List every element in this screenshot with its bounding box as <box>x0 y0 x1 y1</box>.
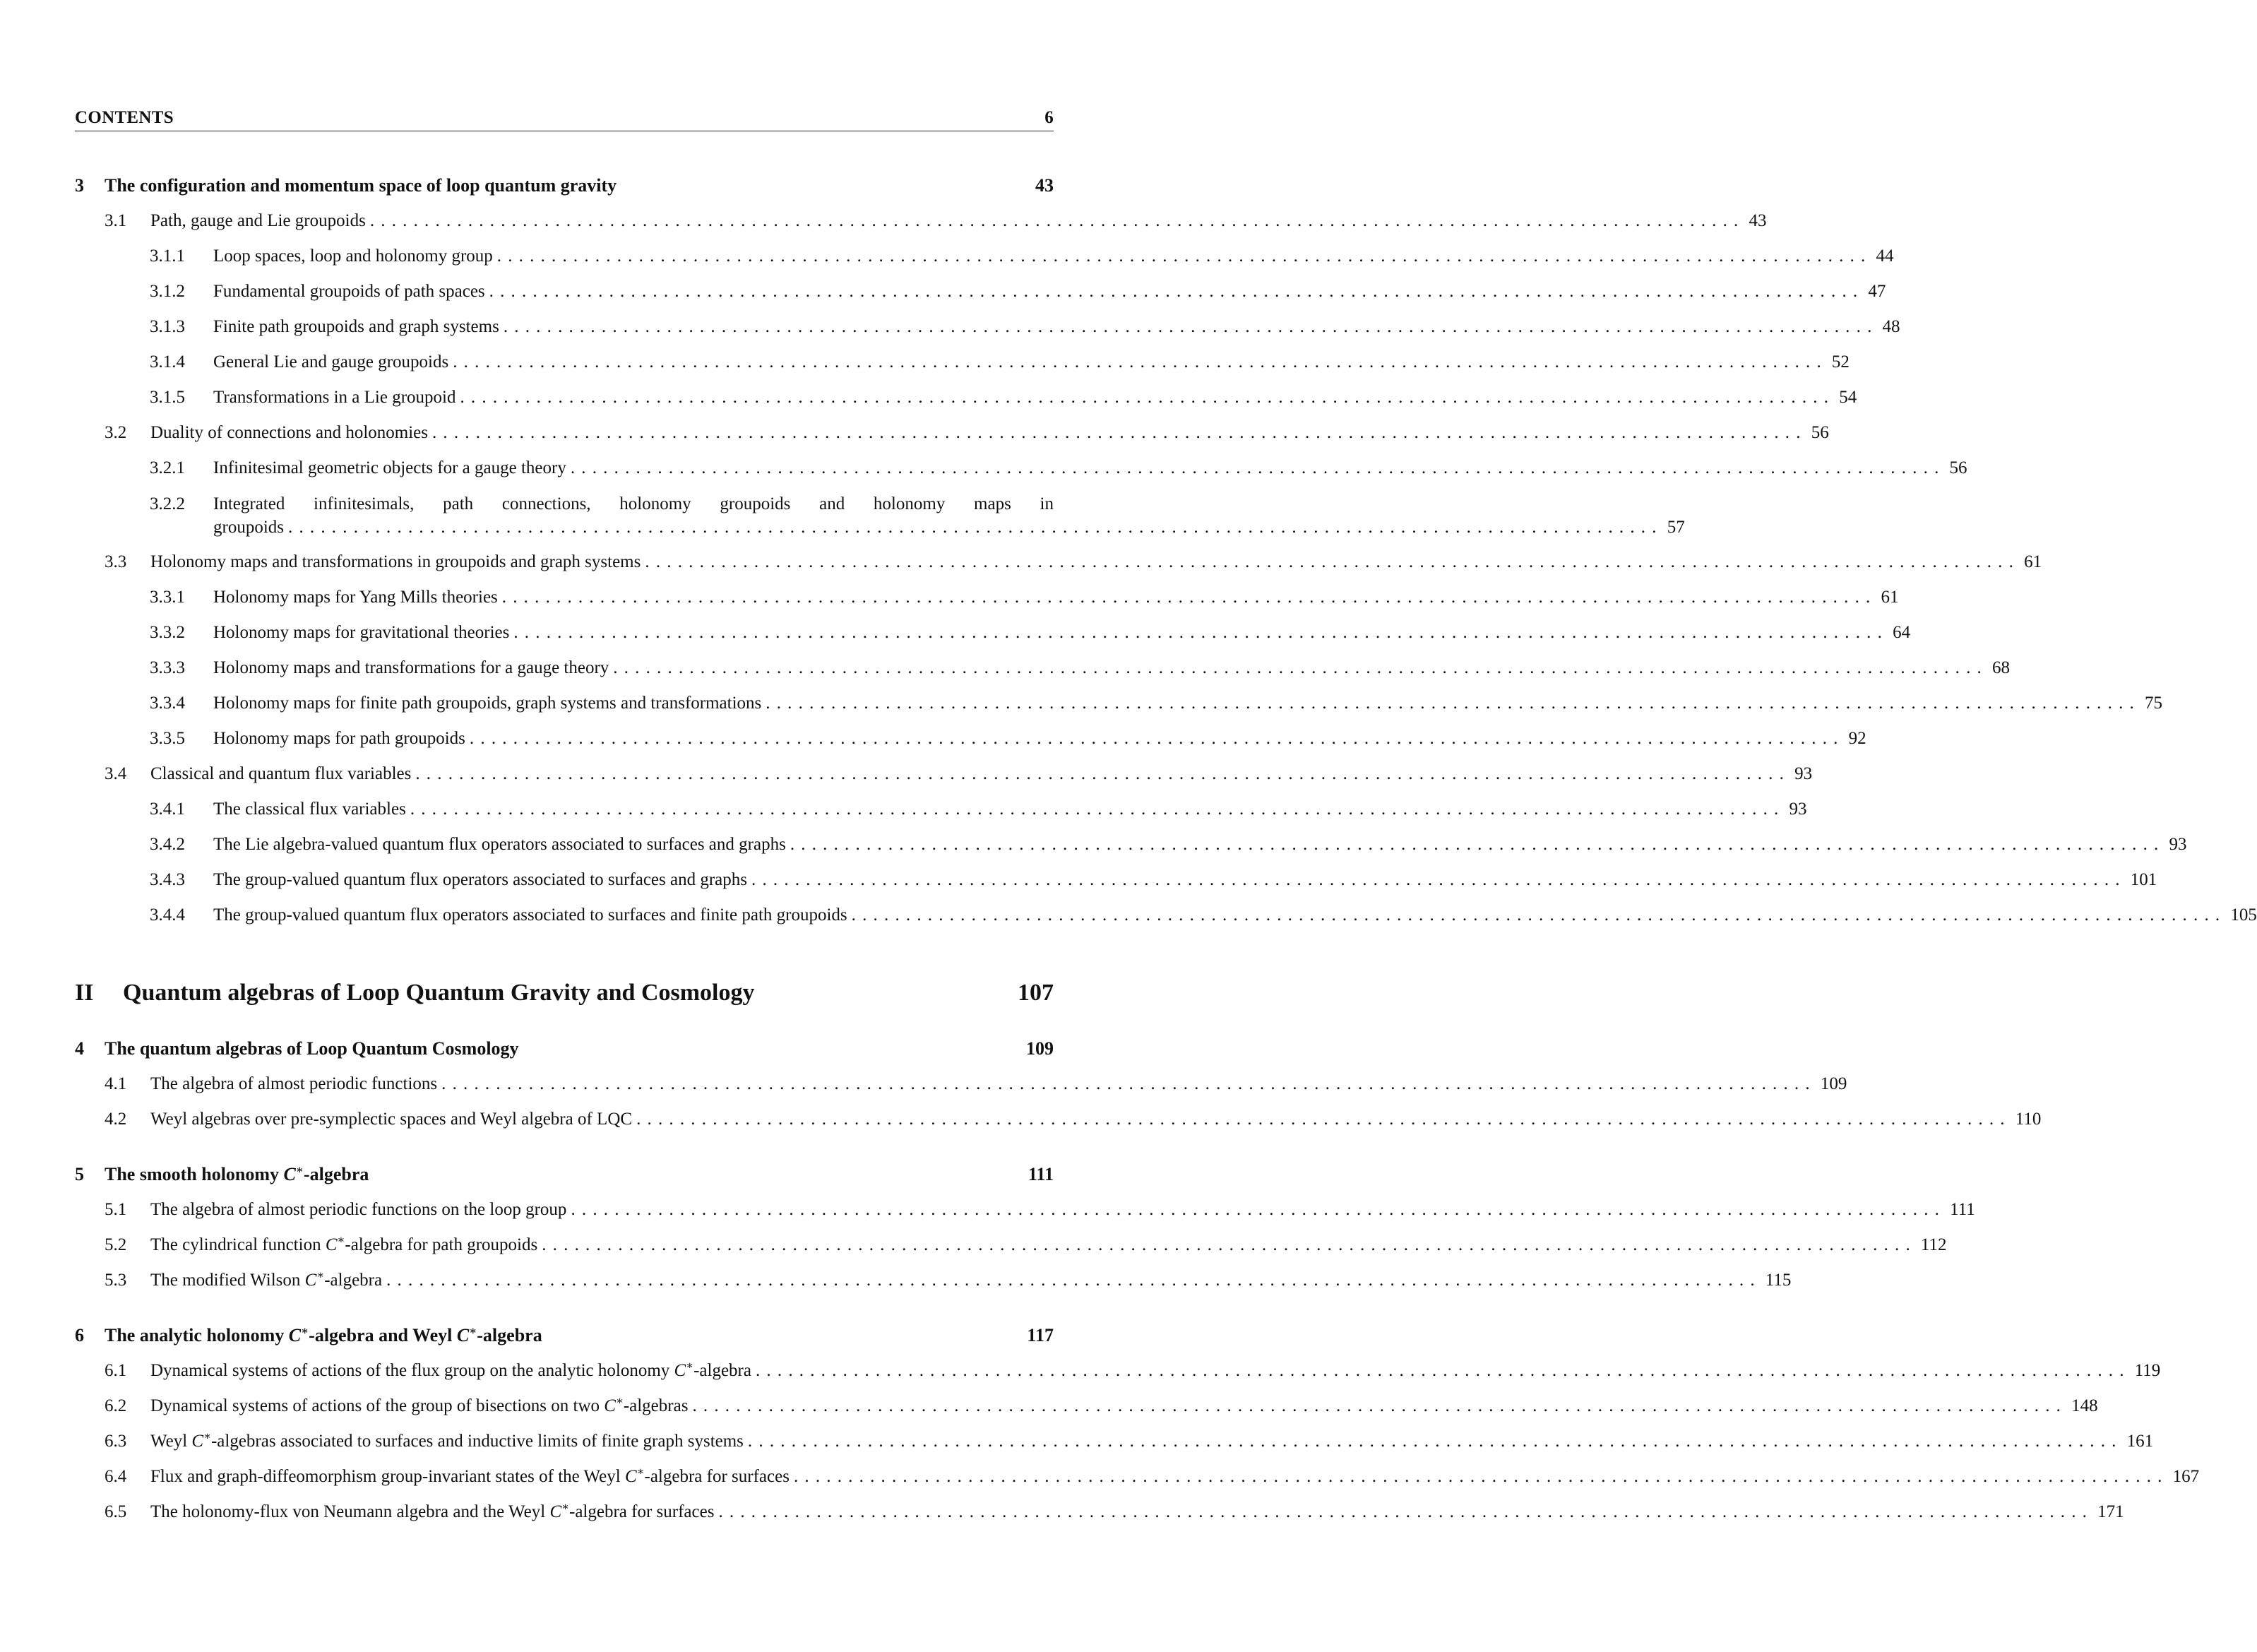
subsection-title: Transformations in a Lie groupoid <box>213 388 456 407</box>
section-title: The modified Wilson C∗-algebra <box>150 1269 383 1290</box>
toc-section-6-2[interactable] <box>105 1394 2098 1418</box>
chapter-title: The analytic holonomy C∗-algebra and Weyl C∗-algebra <box>105 1325 542 1345</box>
subsection-page: 48 <box>1882 317 1900 336</box>
section-number: 6.3 <box>105 1432 127 1451</box>
section-number: 5.1 <box>105 1200 127 1219</box>
toc-subsection-3-4-4[interactable] <box>150 903 2257 927</box>
section-page: 161 <box>2126 1432 2154 1451</box>
section-page: 112 <box>1920 1235 1947 1254</box>
subsection-number: 3.2.1 <box>150 458 185 477</box>
subsection-number: 3.4.1 <box>150 800 185 819</box>
toc-section-6-1[interactable] <box>105 1359 2161 1383</box>
subsection-page: 93 <box>1789 800 1807 819</box>
section-page: 109 <box>1820 1074 1847 1093</box>
chapter-number: 5 <box>75 1164 84 1184</box>
subsection-page: 68 <box>1991 658 2010 677</box>
subsection-page: 64 <box>1893 623 1911 642</box>
part-page: 107 <box>1018 980 1054 1006</box>
chapter-page: 111 <box>1028 1164 1054 1184</box>
subsection-page: 44 <box>1876 246 1894 266</box>
toc-section-4-1[interactable] <box>105 1072 1847 1096</box>
header-title: CONTENTS <box>75 108 174 127</box>
subsection-title-line-1: Integrated infinitesimals, path connections, holonomy groupoids and holonomy maps in <box>213 494 1054 513</box>
toc-section-3-1[interactable] <box>105 209 1767 233</box>
dot-leader: .............................................................................................................................. <box>460 388 1835 407</box>
header-page-number: 6 <box>1044 108 1054 127</box>
toc-subsection-3-3-2[interactable] <box>150 621 1911 645</box>
dot-leader: .............................................................................................................................. <box>542 1235 1917 1254</box>
dot-leader: .............................................................................................................................. <box>288 518 1663 537</box>
section-number: 4.1 <box>105 1074 127 1093</box>
toc-subsection-3-1-1[interactable] <box>150 244 1894 268</box>
section-page: 56 <box>1811 423 1829 442</box>
dot-leader: .............................................................................................................................. <box>692 1396 2068 1415</box>
dot-leader: .............................................................................................................................. <box>441 1074 1816 1093</box>
toc-subsection-3-2-2[interactable] <box>150 492 1685 539</box>
dot-leader: .............................................................................................................................. <box>613 658 1988 677</box>
section-page: 171 <box>2097 1502 2124 1521</box>
section-title: Classical and quantum flux variables <box>150 764 412 783</box>
subsection-title: Infinitesimal geometric objects for a gauge theory <box>213 458 566 477</box>
section-title: The algebra of almost periodic functions <box>150 1074 438 1093</box>
chapter-title: The smooth holonomy C∗-algebra <box>105 1164 369 1184</box>
dot-leader: .............................................................................................................................. <box>453 352 1828 372</box>
dot-leader: .............................................................................................................................. <box>790 835 2165 854</box>
section-number: 6.5 <box>105 1502 127 1521</box>
toc-section-5-2[interactable] <box>105 1233 1947 1257</box>
section-number: 6.1 <box>105 1361 127 1380</box>
dot-leader: .............................................................................................................................. <box>386 1271 1761 1290</box>
subsection-number: 3.1.5 <box>150 388 185 407</box>
math-symbol: C <box>283 1164 296 1184</box>
dot-leader: .............................................................................................................................. <box>755 1361 2131 1380</box>
section-page: 61 <box>2024 552 2042 571</box>
dot-leader: .............................................................................................................................. <box>501 588 1877 607</box>
subsection-title: Fundamental groupoids of path spaces <box>213 282 485 301</box>
section-number: 3.1 <box>105 211 127 230</box>
subsection-number: 3.1.3 <box>150 317 185 336</box>
toc-subsection-3-3-5[interactable] <box>150 727 1866 751</box>
chapter-number: 3 <box>75 175 84 196</box>
subsection-number: 3.3.5 <box>150 729 185 748</box>
section-number: 5.2 <box>105 1235 127 1254</box>
section-page: 43 <box>1749 211 1767 230</box>
dot-leader: .............................................................................................................................. <box>851 905 2227 925</box>
section-page: 167 <box>2172 1467 2200 1486</box>
subsection-number: 3.3.2 <box>150 623 185 642</box>
chapter-page: 117 <box>1027 1325 1054 1345</box>
subsection-title: Holonomy maps for finite path groupoids, graph systems and transformations <box>213 694 762 713</box>
subsection-page: 47 <box>1868 282 1886 301</box>
toc-section-4-2[interactable] <box>105 1107 2042 1131</box>
chapter-title: The configuration and momentum space of loop quantum gravity <box>105 175 617 196</box>
subsection-page: 92 <box>1848 729 1866 748</box>
toc-section-5-3[interactable] <box>105 1268 1792 1293</box>
toc-subsection-3-4-1[interactable] <box>150 797 1807 821</box>
subsection-title: General Lie and gauge groupoids <box>213 352 449 372</box>
section-title: The holonomy-flux von Neumann algebra and the Weyl C∗-algebra for surfaces <box>150 1501 715 1521</box>
toc-chapter-5[interactable] <box>75 1163 1054 1187</box>
subsection-page: 75 <box>2144 694 2162 713</box>
toc-section-3-3[interactable] <box>105 550 2042 574</box>
dot-leader: .............................................................................................................................. <box>751 870 2126 889</box>
chapter-number: 4 <box>75 1038 84 1059</box>
subsection-title: Finite path groupoids and graph systems <box>213 317 499 336</box>
part-number: II <box>75 980 94 1006</box>
section-title: Weyl C∗-algebras associated to surfaces and inductive limits of finite graph systems <box>150 1430 744 1451</box>
dot-leader: .............................................................................................................................. <box>645 552 2020 571</box>
dot-leader: .............................................................................................................................. <box>415 764 1791 783</box>
subsection-number: 3.2.2 <box>150 494 185 513</box>
section-title: Dynamical systems of actions of the group of bisections on two C∗-algebras <box>150 1395 689 1415</box>
dot-leader: .............................................................................................................................. <box>747 1432 2123 1451</box>
toc-section-6-3[interactable] <box>105 1430 2154 1454</box>
subsection-title: Holonomy maps for gravitational theories <box>213 623 510 642</box>
subsection-title: Holonomy maps for Yang Mills theories <box>213 588 498 607</box>
subsection-number: 3.1.4 <box>150 352 185 372</box>
toc-subsection-3-4-2[interactable] <box>150 833 2187 857</box>
running-header <box>75 106 1054 131</box>
subsection-number: 3.3.1 <box>150 588 185 607</box>
part-title: Quantum algebras of Loop Quantum Gravity and Cosmology <box>123 980 755 1006</box>
dot-leader: .............................................................................................................................. <box>793 1467 2169 1486</box>
section-page: 93 <box>1794 764 1813 783</box>
section-number: 4.2 <box>105 1110 127 1129</box>
subsection-title: The Lie algebra-valued quantum flux operators associated to surfaces and graphs <box>213 835 786 854</box>
toc-section-3-4[interactable] <box>105 762 1813 786</box>
section-number: 3.2 <box>105 423 127 442</box>
subsection-title: The group-valued quantum flux operators associated to surfaces and graphs <box>213 870 748 889</box>
section-page: 110 <box>2015 1110 2042 1129</box>
dot-leader: .............................................................................................................................. <box>503 317 1878 336</box>
toc-subsection-3-3-4[interactable] <box>150 691 2162 715</box>
section-page: 148 <box>2071 1396 2098 1415</box>
section-title: Weyl algebras over pre-symplectic spaces and Weyl algebra of LQC <box>150 1110 633 1129</box>
toc-section-5-1[interactable] <box>105 1198 1975 1222</box>
chapter-title: The quantum algebras of Loop Quantum Cosmology <box>105 1038 519 1059</box>
subsection-number: 3.1.1 <box>150 246 185 266</box>
subsection-number: 3.4.4 <box>150 905 185 925</box>
dot-leader: .............................................................................................................................. <box>489 282 1864 301</box>
subsection-page: 101 <box>2130 870 2157 889</box>
section-title: Flux and graph-diffeomorphism group-invariant states of the Weyl C∗-algebra for surfaces <box>150 1466 790 1486</box>
subsection-title: Holonomy maps and transformations for a gauge theory <box>213 658 609 677</box>
toc-subsection-3-1-2[interactable] <box>150 280 1886 304</box>
subsection-page: 54 <box>1839 388 1857 407</box>
dot-leader: .............................................................................................................................. <box>513 623 1889 642</box>
toc-section-6-4[interactable] <box>105 1465 2200 1489</box>
section-number: 6.4 <box>105 1467 127 1486</box>
subsection-title: The classical flux variables <box>213 800 406 819</box>
chapter-page: 109 <box>1026 1038 1054 1059</box>
section-number: 5.3 <box>105 1271 127 1290</box>
toc-section-6-5[interactable] <box>105 1500 2124 1524</box>
toc-subsection-3-1-4[interactable] <box>150 350 1850 374</box>
dot-leader: .............................................................................................................................. <box>766 694 2140 713</box>
dot-leader: .............................................................................................................................. <box>369 211 1745 230</box>
subsection-page: 61 <box>1881 588 1899 607</box>
subsection-page: 57 <box>1667 518 1685 537</box>
subsection-number: 3.1.2 <box>150 282 185 301</box>
subsection-title-line-2: groupoids <box>213 518 284 537</box>
subsection-title: Holonomy maps for path groupoids <box>213 729 465 748</box>
dot-leader: .............................................................................................................................. <box>571 1200 1946 1219</box>
subsection-number: 3.4.2 <box>150 835 185 854</box>
chapter-page: 43 <box>1035 175 1054 196</box>
section-title: The algebra of almost periodic functions on the loop group <box>150 1200 567 1219</box>
toc-part-II[interactable] <box>75 977 1054 1009</box>
toc-chapter-3[interactable] <box>75 174 1054 198</box>
section-number: 6.2 <box>105 1396 127 1415</box>
toc-subsection-3-1-5[interactable] <box>150 386 1857 410</box>
dot-leader: .............................................................................................................................. <box>636 1110 2011 1129</box>
toc-section-3-2[interactable] <box>105 421 1829 445</box>
dot-leader: .............................................................................................................................. <box>496 246 1872 266</box>
section-page: 111 <box>1950 1200 1975 1219</box>
section-page: 115 <box>1765 1271 1792 1290</box>
dot-leader: .............................................................................................................................. <box>410 800 1785 819</box>
subsection-number: 3.4.3 <box>150 870 185 889</box>
chapter-number: 6 <box>75 1325 84 1345</box>
section-title: Duality of connections and holonomies <box>150 423 428 442</box>
subsection-page: 52 <box>1831 352 1850 372</box>
section-number: 3.3 <box>105 552 127 571</box>
toc-subsection-3-2-1[interactable] <box>150 456 1967 480</box>
subsection-page: 93 <box>2169 835 2187 854</box>
subsection-page: 56 <box>1949 458 1967 477</box>
toc-subsection-3-3-3[interactable] <box>150 656 2010 680</box>
toc-chapter-6[interactable] <box>75 1324 1054 1348</box>
toc-subsection-3-4-3[interactable] <box>150 868 2157 892</box>
dot-leader: .............................................................................................................................. <box>469 729 1845 748</box>
section-title: The cylindrical function C∗-algebra for path groupoids <box>150 1234 538 1254</box>
toc-subsection-3-3-1[interactable] <box>150 586 1899 610</box>
toc-chapter-4[interactable] <box>75 1037 1054 1061</box>
section-title: Dynamical systems of actions of the flux group on the analytic holonomy C∗-algebra <box>150 1360 751 1380</box>
subsection-number: 3.3.4 <box>150 694 185 713</box>
dot-leader: .............................................................................................................................. <box>431 423 1807 442</box>
section-number: 3.4 <box>105 764 127 783</box>
subsection-title: Loop spaces, loop and holonomy group <box>213 246 493 266</box>
subsection-number: 3.3.3 <box>150 658 185 677</box>
section-page: 119 <box>2134 1361 2161 1380</box>
dot-leader: .............................................................................................................................. <box>718 1502 2094 1521</box>
toc-subsection-3-1-3[interactable] <box>150 315 1900 339</box>
subsection-page: 105 <box>2230 905 2257 925</box>
dot-leader: .............................................................................................................................. <box>570 458 1946 477</box>
section-title: Path, gauge and Lie groupoids <box>150 211 366 230</box>
section-title: Holonomy maps and transformations in groupoids and graph systems <box>150 552 641 571</box>
subsection-title: The group-valued quantum flux operators associated to surfaces and finite path groupoids <box>213 905 847 925</box>
